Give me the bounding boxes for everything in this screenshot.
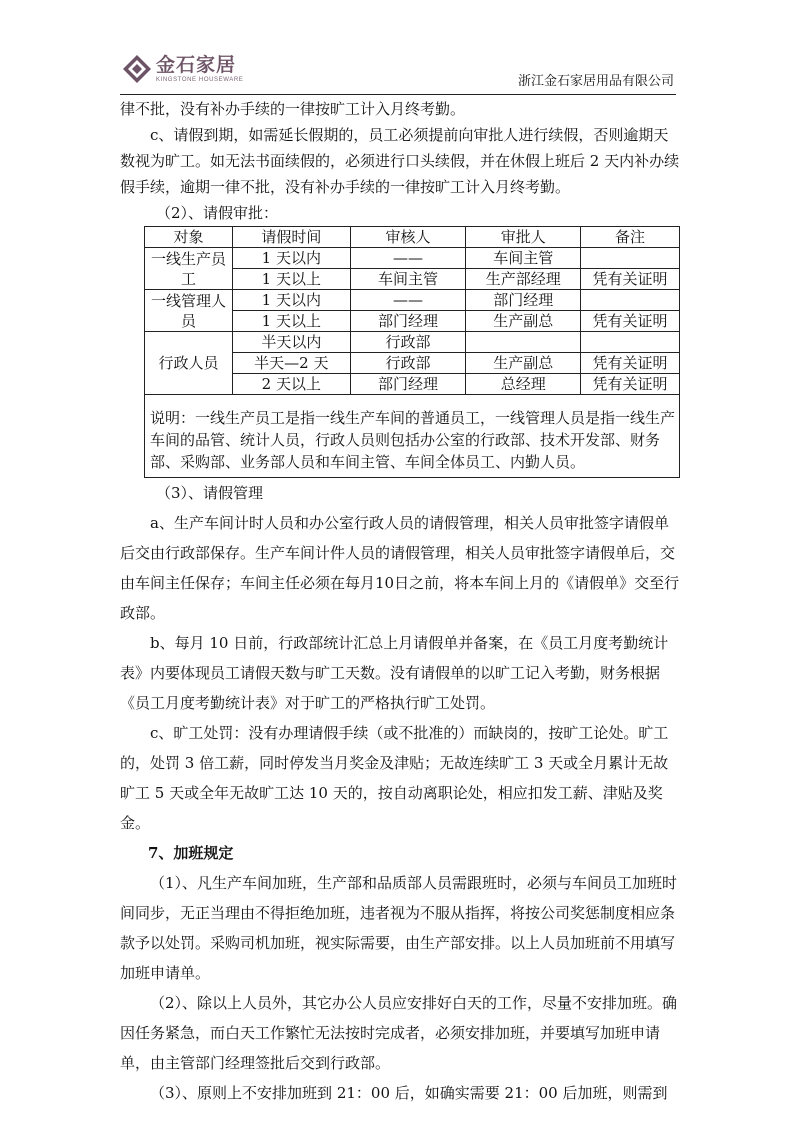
table-row bbox=[145, 248, 680, 269]
table-cell: 1 天以内 bbox=[233, 290, 351, 311]
table-header-cell: 审批人 bbox=[466, 227, 581, 248]
table-cell bbox=[466, 332, 581, 353]
subsection-3-title: （3）、请假管理 bbox=[156, 484, 264, 502]
table-cell: 1 天以内 bbox=[233, 248, 351, 269]
table-row bbox=[145, 290, 680, 311]
table-note-row bbox=[145, 395, 680, 478]
table-cell-object: 一线生产员工 bbox=[145, 248, 233, 290]
logo-english-name: KINGSTONE HOUSEWARE bbox=[156, 76, 244, 83]
table-cell: 部门经理 bbox=[466, 290, 581, 311]
table-cell: 1 天以上 bbox=[233, 311, 351, 332]
table-header-row bbox=[145, 227, 680, 248]
table-cell: —— bbox=[350, 290, 466, 311]
table-cell: 生产部经理 bbox=[466, 269, 581, 290]
table-header-cell: 对象 bbox=[145, 227, 233, 248]
logo-chinese-name: 金石家居 bbox=[156, 53, 237, 76]
table-header-cell: 备注 bbox=[581, 227, 680, 248]
table-cell: 车间主管 bbox=[350, 269, 466, 290]
subsection-2-title: （2）、请假审批： bbox=[156, 204, 279, 222]
table-cell: 1 天以上 bbox=[233, 269, 351, 290]
table-header-cell: 审核人 bbox=[350, 227, 466, 248]
table-cell: 部门经理 bbox=[350, 374, 466, 395]
table-cell: 总经理 bbox=[466, 374, 581, 395]
table-note: 说明：一线生产员工是指一线生产车间的普通员工，一线管理人员是指一线生产车间的品管、统计人员，行政人员则包括办公室的行政部、技术开发部、财务部、采购部、业务部人员和车间主管、车间全体员工、内勤人员。 bbox=[145, 395, 680, 478]
leave-approval-table bbox=[144, 226, 680, 478]
overtime-rule-1: （1）、凡生产车间加班，生产部和品质部人员需跟班时，必须与车间员工加班时间同步，无正当理由不得拒绝加班，违者视为不服从指挥，将按公司奖惩制度相应条款予以处罚。采购司机加班，视实际需要，由生产部安排。以上人员加班前不用填写加班申请单。 bbox=[120, 874, 678, 982]
table-cell: 凭有关证明 bbox=[581, 374, 680, 395]
table-cell: 半天—2 天 bbox=[233, 353, 351, 374]
table-cell: 行政部 bbox=[350, 332, 466, 353]
paragraph-3c: c、旷工处罚：没有办理请假手续（或不批准的）而缺岗的，按旷工论处。旷工的，处罚 3 倍工薪，同时停发当月奖金及津贴；无故连续旷工 3 天或全月累计无故旷工 5 天或全年无故旷工达 10 天的，按自动离职论处，相应扣发工薪、津贴及奖金。 bbox=[120, 724, 669, 832]
table-cell: 部门经理 bbox=[350, 311, 466, 332]
table-cell-object: 行政人员 bbox=[145, 332, 233, 395]
company-logo bbox=[122, 54, 243, 84]
page-header bbox=[120, 48, 676, 95]
table-cell bbox=[581, 332, 680, 353]
table-cell: 半天以内 bbox=[233, 332, 351, 353]
paragraph-c-extension: c、请假到期，如需延长假期的，员工必须提前向审批人进行续假，否则逾期天数视为旷工。如无法书面续假的，必须进行口头续假，并在休假上班后 2 天内补办续假手续，逾期一律不批，没有补办手续的一律按旷工计入月终考勤。 bbox=[120, 126, 680, 196]
table-cell bbox=[581, 290, 680, 311]
table-cell bbox=[581, 248, 680, 269]
table-cell: 行政部 bbox=[350, 353, 466, 374]
table-cell-object: 一线管理人员 bbox=[145, 290, 233, 332]
section-7-title: 7、加班规定 bbox=[148, 844, 234, 862]
paragraph-3b: b、每月 10 日前，行政部统计汇总上月请假单并备案，在《员工月度考勤统计表》内要体现员工请假天数与旷工天数。没有请假单的以旷工记入考勤，财务根据《员工月度考勤统计表》对于旷工的严格执行旷工处罚。 bbox=[120, 634, 669, 712]
table-cell: 凭有关证明 bbox=[581, 353, 680, 374]
overtime-rule-2: （2）、除以上人员外，其它办公人员应安排好白天的工作，尽量不安排加班。确因任务紧急，而白天工作繁忙无法按时完成者，必须安排加班，并要填写加班申请单，由主管部门经理签批后交到行政部。 bbox=[120, 994, 678, 1072]
table-cell: —— bbox=[350, 248, 466, 269]
table-cell: 车间主管 bbox=[466, 248, 581, 269]
table-cell: 凭有关证明 bbox=[581, 269, 680, 290]
overtime-rule-3: （3）、原则上不安排加班到 21：00 后，如确实需要 21：00 后加班，则需到 bbox=[150, 1084, 668, 1102]
company-name: 浙江金石家居用品有限公司 bbox=[517, 74, 674, 89]
table-cell: 凭有关证明 bbox=[581, 311, 680, 332]
table-cell: 生产副总 bbox=[466, 353, 581, 374]
logo-diamond-icon bbox=[122, 54, 152, 84]
document-body bbox=[120, 96, 680, 1108]
table-row bbox=[145, 332, 680, 353]
table-cell: 2 天以上 bbox=[233, 374, 351, 395]
table-cell: 生产副总 bbox=[466, 311, 581, 332]
paragraph-continuation: 律不批，没有补办手续的一律按旷工计入月终考勤。 bbox=[120, 100, 466, 118]
table-header-cell: 请假时间 bbox=[233, 227, 351, 248]
paragraph-3a: a、生产车间计时人员和办公室行政人员的请假管理，相关人员审批签字请假单后交由行政部保存。生产车间计件人员的请假管理，相关人员审批签字请假单后，交由车间主任保存；车间主任必须在每月10日之前，将本车间上月的《请假单》交至行政部。 bbox=[120, 514, 680, 622]
